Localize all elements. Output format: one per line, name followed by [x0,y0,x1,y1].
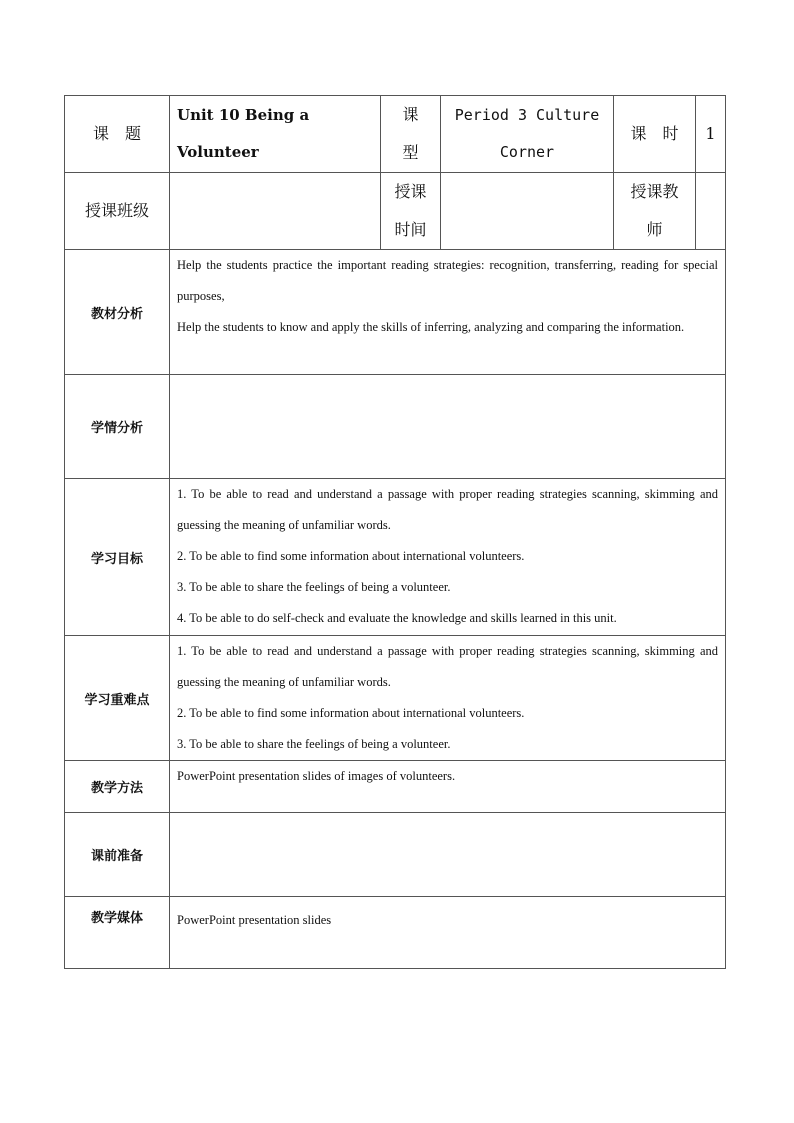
header-row-2 [65,173,726,250]
topic-line-2: Volunteer [177,143,259,161]
type-label-line-1: 课 [402,105,419,124]
hours-value: 1 [696,96,726,173]
preparation-content [170,813,726,897]
type-label [381,96,441,173]
methods-row [65,761,726,813]
preparation-label: 课前准备 [65,813,170,897]
material-label: 教材分析 [65,250,170,375]
time-label-line-2: 时间 [394,220,427,239]
teacher-label-line-1: 授课教 [630,182,679,201]
methods-content [170,761,726,813]
objectives-label: 学习目标 [65,479,170,636]
media-row [65,897,726,969]
media-content [170,897,726,969]
header-row-1 [65,96,726,173]
type-value [441,96,614,173]
key-point-item: 2. To be able to find some information about international volunteers. [177,706,525,720]
objectives-content [170,479,726,636]
time-label-line-1: 授课 [394,182,427,201]
media-text: PowerPoint presentation slides [177,913,332,927]
hours-label: 课 时 [614,96,696,173]
type-line-1: Period 3 Culture [454,106,600,124]
teacher-label [614,173,696,250]
class-label: 授课班级 [65,173,170,250]
type-label-line-2: 型 [402,143,419,162]
objective-item: 2. To be able to find some information about international volunteers. [177,549,525,563]
teacher-label-line-2: 师 [646,220,663,239]
objective-item: 4. To be able to do self-check and evaluate the knowledge and skills learned in this unit. [177,611,617,625]
material-line-1: Help the students practice the important reading strategies: recognition, transferring, reading for special purposes, [177,258,718,303]
learner-content [170,375,726,479]
objective-item: 3. To be able to share the feelings of being a volunteer. [177,580,451,594]
media-label: 教学媒体 [65,897,170,969]
material-content [170,250,726,375]
time-label [381,173,441,250]
methods-label: 教学方法 [65,761,170,813]
objective-item: 1. To be able to read and understand a passage with proper reading strategies scanning, skimming and guessing the meaning of unfamiliar words. [177,487,718,532]
preparation-row [65,813,726,897]
material-line-2: Help the students to know and apply the skills of inferring, analyzing and comparing the information. [177,320,685,334]
teacher-value [696,173,726,250]
key-points-row [65,636,726,761]
key-point-item: 1. To be able to read and understand a passage with proper reading strategies scanning, skimming and guessing the meaning of unfamiliar words. [177,644,718,689]
key-points-content [170,636,726,761]
learner-row [65,375,726,479]
time-value [441,173,614,250]
topic-value [170,96,381,173]
topic-line-1: Unit 10 Being a [177,106,310,124]
topic-label: 课 题 [65,96,170,173]
objectives-row [65,479,726,636]
material-row [65,250,726,375]
type-line-2: Corner [499,143,555,161]
key-points-label: 学习重难点 [65,636,170,761]
key-point-item: 3. To be able to share the feelings of being a volunteer. [177,737,451,751]
learner-label: 学情分析 [65,375,170,479]
class-value [170,173,381,250]
methods-text: PowerPoint presentation slides of images of volunteers. [177,769,456,783]
lesson-plan-table [64,95,726,969]
